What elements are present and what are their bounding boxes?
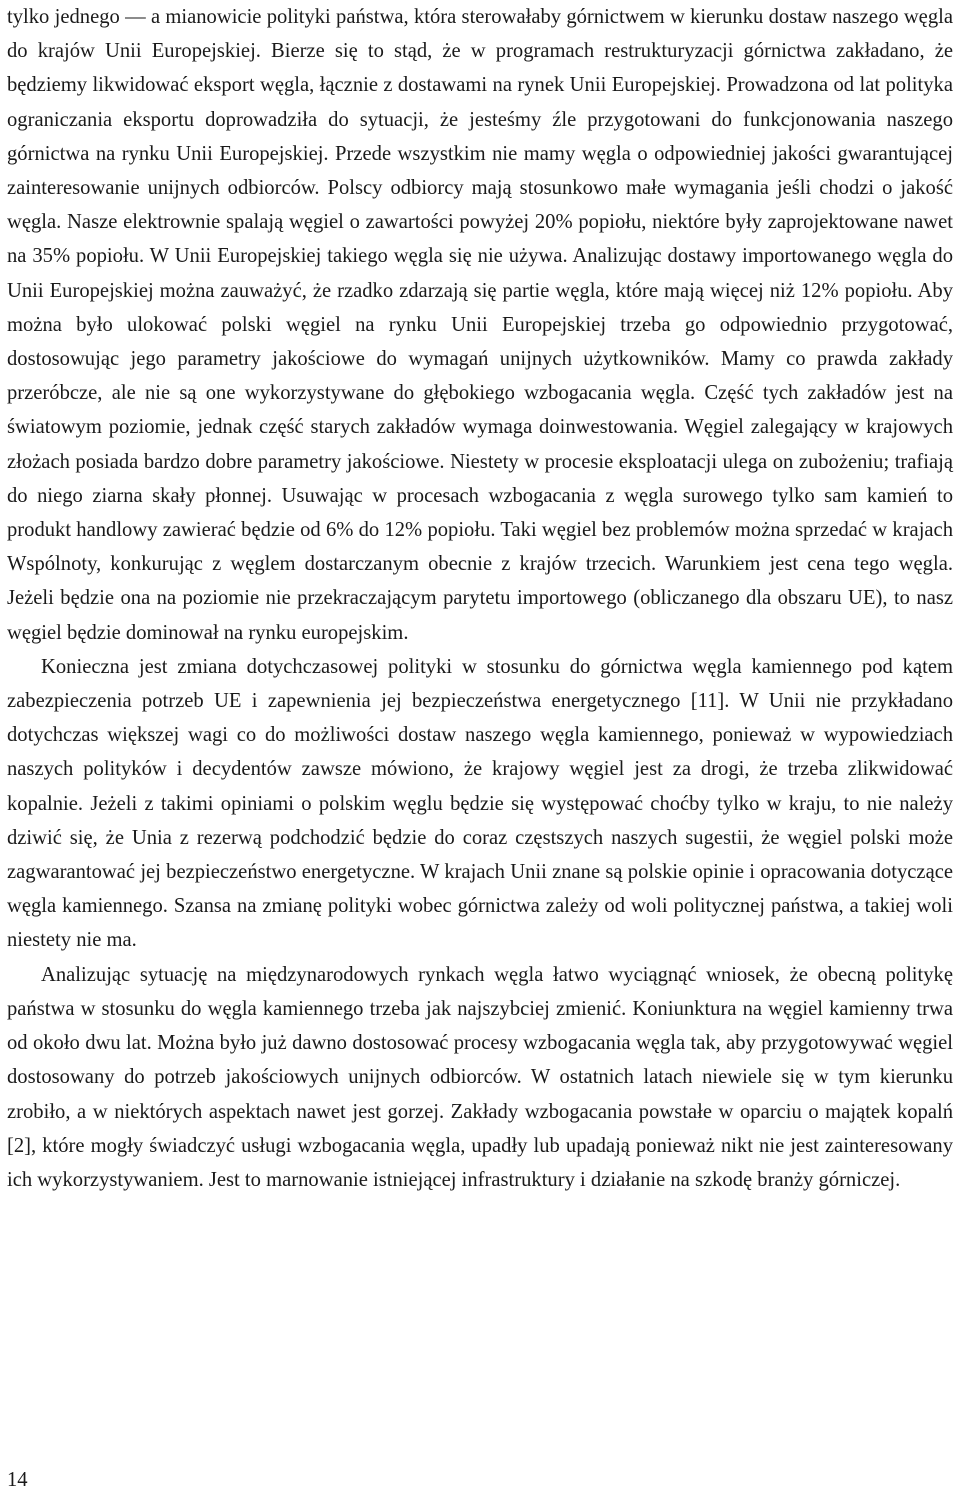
paragraph-continued: tylko jednego — a mianowicie polityki państwa, która sterowałaby górnictwem w kierunku dostaw naszego węgla do krajów Unii Europejskiej. Bierze się to stąd, że w programach restrukturyzacji górnictwa zakładano, że będziemy likwidować eksport węgla, łącznie z dostawami na rynek Unii Europejskiej. Prowadzona od lat polityka ograniczania eksportu doprowadziła do sytuacji, że jesteśmy źle przygotowani do funkcjonowania naszego górnictwa na rynku Unii Europejskiej. Przede wszystkim nie mamy węgla o odpowiedniej jakości gwarantującej zainteresowanie unijnych odbiorców. Polscy odbiorcy mają stosunkowo małe wymagania jeśli chodzi o jakość węgla. Nasze elektrownie spalają węgiel o zawartości powyżej 20% popiołu, niektóre były zaprojektowane nawet na 35% popiołu. W Unii Europejskiej takiego węgla się nie używa. Analizując dostawy importowanego węgla do Unii Europejskiej można zauważyć, że rzadko zdarzają się partie węgla, które mają więcej niż 12% popiołu. Aby można było ulokować polski węgiel na rynku Unii Europejskiej trzeba go odpowiednio przygotować, dostosowując jego parametry jakościowe do wymagań unijnych użytkowników. Mamy co prawda zakłady przeróbcze, ale nie są one wykorzystywane do głębokiego wzbogacania węgla. Część tych zakładów jest na światowym poziomie, jednak część starych zakładów wymaga doinwestowania. Węgiel zalegający w krajowych złożach posiada bardzo dobre parametry jakościowe. Niestety w procesie eksploatacji ulega on zubożeniu; trafiają do niego ziarna skały płonnej. Usuwając w procesach wzbogacania z węgla surowego tylko sam kamień to produkt handlowy zawierać będzie od 6% do 12% popiołu. Taki węgiel bez problemów można sprzedać w krajach Wspólnoty, konkurując z węglem dostarczanym obecnie z krajów trzecich. Warunkiem jest cena tego węgla. Jeżeli będzie ona na poziomie nie przekraczającym parytetu importowego (obliczanego dla obszaru UE), to nasz węgiel będzie dominował na rynku europejskim. bbox=[7, 6, 953, 644]
paragraph-policy-change: Konieczna jest zmiana dotychczasowej polityki w stosunku do górnictwa węgla kamiennego pod kątem zabezpieczenia potrzeb UE i zapewnienia jej bezpieczeństwa energetycznego [11]. W Unii nie przykładano dotychczas większej wagi co do możliwości dostaw naszego węgla kamiennego, ponieważ w wypowiedziach naszych polityków i decydentów zawsze mówiono, że krajowy węgiel jest za drogi, że trzeba zlikwidować kopalnie. Jeżeli z takimi opiniami o polskim węglu będzie się występować choćby tylko w kraju, to nie należy dziwić się, że Unia z rezerwą podchodzić będzie do coraz częstszych naszych sugestii, że węgiel polski może zagwarantować jej bezpieczeństwo energetyczne. W krajach Unii znane są polskie opinie i opracowania dotyczące węgla kamiennego. Szansa na zmianę polityki wobec górnictwa zależy od woli politycznej państwa, a takiej woli niestety nie ma. bbox=[7, 655, 953, 952]
paragraph-market-analysis: Analizując sytuację na międzynarodowych rynkach węgla łatwo wyciągnąć wniosek, że obecną politykę państwa w stosunku do węgla kamiennego trzeba jak najszybciej zmienić. Koniunktura na węgiel kamienny trwa od około dwu lat. Można było już dawno dostosować procesy wzbogacania węgla tak, aby przygotowywać węgiel dostosowany do potrzeb jakościowych unijnych odbiorców. W ostatnich latach niewiele się w tym kierunku zrobiło, a w niektórych aspektach nawet jest gorzej. Zakłady wzbogacania powstałe w oparciu o majątek kopalń [2], które mogły świadczyć usługi wzbogacania węgla, upadły lub upadają ponieważ nikt nie jest zainteresowany ich wykorzystywaniem. Jest to marnowanie istniejącej infrastruktury i działanie na szkodę branży górniczej. bbox=[7, 963, 953, 1191]
page-number: 14 bbox=[7, 1469, 28, 1491]
document-body bbox=[7, 0, 953, 1197]
